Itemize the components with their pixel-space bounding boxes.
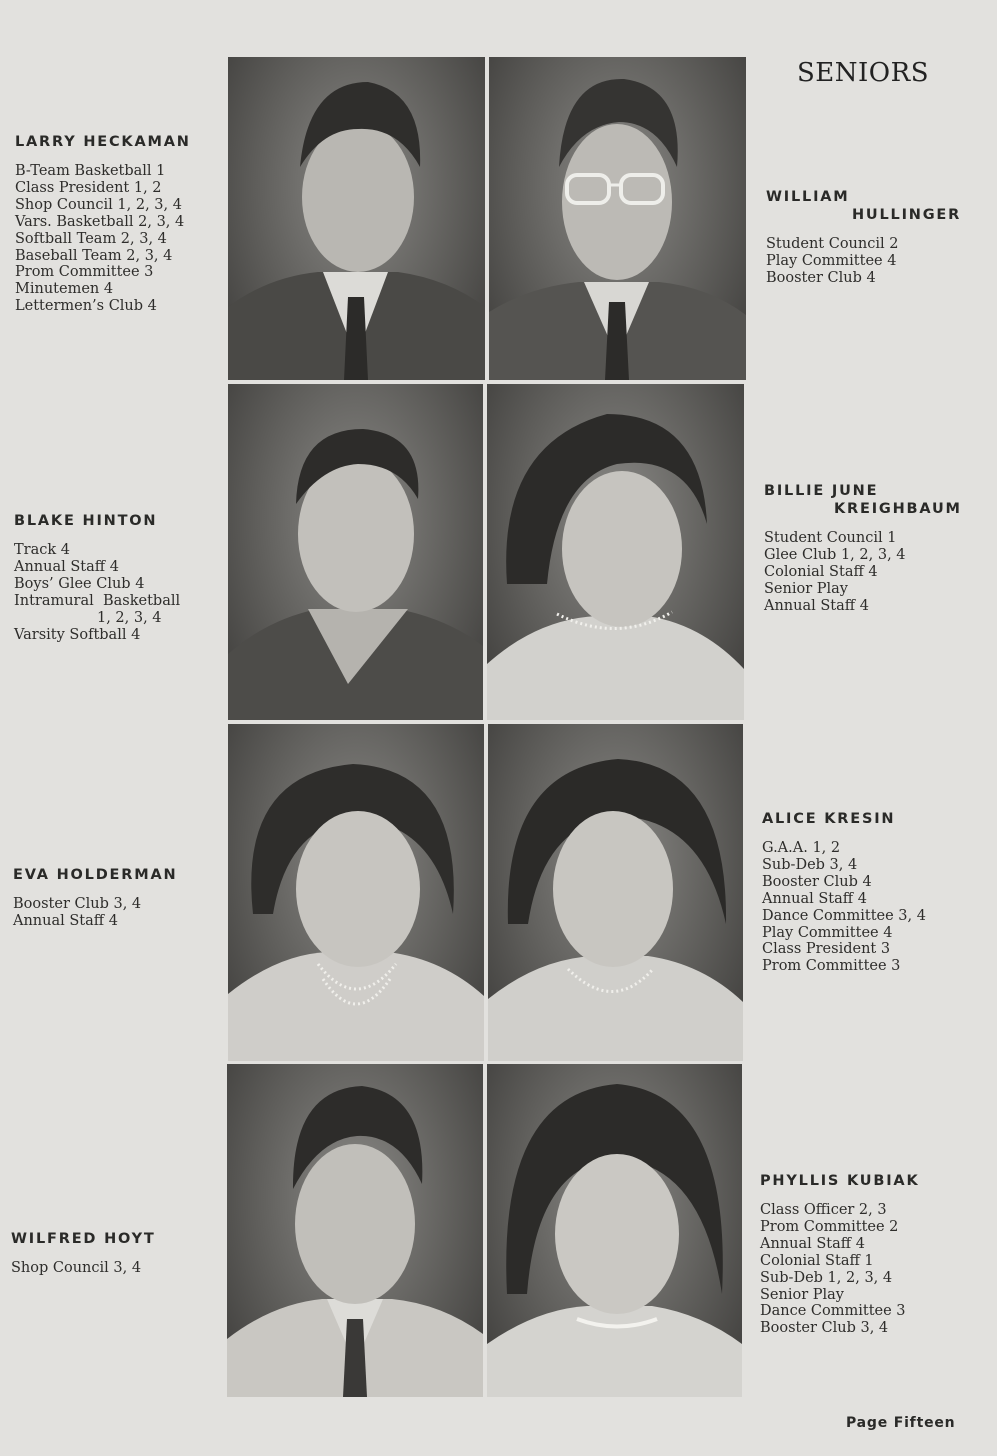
bio-larry-heckaman	[15, 133, 191, 315]
senior-name: EVA HOLDERMAN	[13, 867, 178, 883]
portrait-photo-phyllis-kubiak	[487, 1064, 742, 1397]
senior-activities: B-Team Basketball 1 Class President 1, 2 Shop Council 1, 2, 3, 4 Vars. Basketball 2, 3, 4 Softball Team 2, 3, 4 Baseball Team 2, 3, 4 Prom Committee 3 Minutemen 4 Lettermen’s Club 4	[15, 163, 185, 315]
portrait-photo-alice-kresin	[488, 724, 743, 1061]
bio-phyllis-kubiak	[760, 1172, 920, 1337]
senior-name-line2: HULLINGER	[852, 207, 962, 223]
senior-name: ALICE KRESIN	[762, 811, 896, 827]
senior-activities: Class Officer 2, 3 Prom Committee 2 Annual Staff 4 Colonial Staff 1 Sub-Deb 1, 2, 3, 4 Senior Play Dance Committee 3 Booster Club 3, 4	[760, 1202, 906, 1337]
senior-activities: Student Council 1 Glee Club 1, 2, 3, 4 Colonial Staff 4 Senior Play Annual Staff 4	[764, 530, 906, 614]
portrait-photo-william-hullinger	[489, 57, 746, 380]
portrait-photo-blake-hinton	[228, 384, 483, 720]
senior-name-line1: WILLIAM	[766, 189, 850, 205]
senior-name-line1: BILLIE JUNE	[764, 483, 879, 499]
bio-eva-holderman	[13, 866, 177, 930]
portrait-photo-wilfred-hoyt	[227, 1064, 483, 1397]
portrait-photo-larry-heckaman	[228, 57, 485, 380]
senior-name: PHYLLIS KUBIAK	[760, 1173, 920, 1189]
portrait-photo-billie-june-kreighbaum	[487, 384, 744, 720]
bio-blake-hinton	[14, 512, 180, 643]
senior-name: WILFRED HOYT	[11, 1231, 156, 1247]
senior-activities: Student Council 2 Play Committee 4 Booster Club 4	[766, 236, 899, 286]
bio-wilfred-hoyt	[11, 1230, 156, 1277]
senior-activities: Booster Club 3, 4 Annual Staff 4	[13, 896, 142, 929]
senior-activities: G.A.A. 1, 2 Sub-Deb 3, 4 Booster Club 4 Annual Staff 4 Dance Committee 3, 4 Play Committee 4 Class President 3 Prom Committee 3	[762, 840, 926, 975]
bio-william-hullinger	[766, 188, 961, 287]
senior-name-line2: KREIGHBAUM	[834, 501, 962, 517]
senior-name: LARRY HECKAMAN	[15, 134, 191, 150]
bio-alice-kresin	[762, 810, 926, 975]
senior-activities: Track 4 Annual Staff 4 Boys’ Glee Club 4 Intramural Basketball 1, 2, 3, 4 Varsity Softball 4	[14, 542, 181, 643]
page-number-footer: Page Fifteen	[846, 1415, 956, 1431]
senior-activities: Shop Council 3, 4	[11, 1260, 142, 1276]
page-title: SENIORS	[797, 58, 930, 88]
senior-name: BLAKE HINTON	[14, 513, 158, 529]
bio-billie-june-kreighbaum	[764, 482, 962, 615]
portrait-photo-eva-holderman	[228, 724, 484, 1061]
